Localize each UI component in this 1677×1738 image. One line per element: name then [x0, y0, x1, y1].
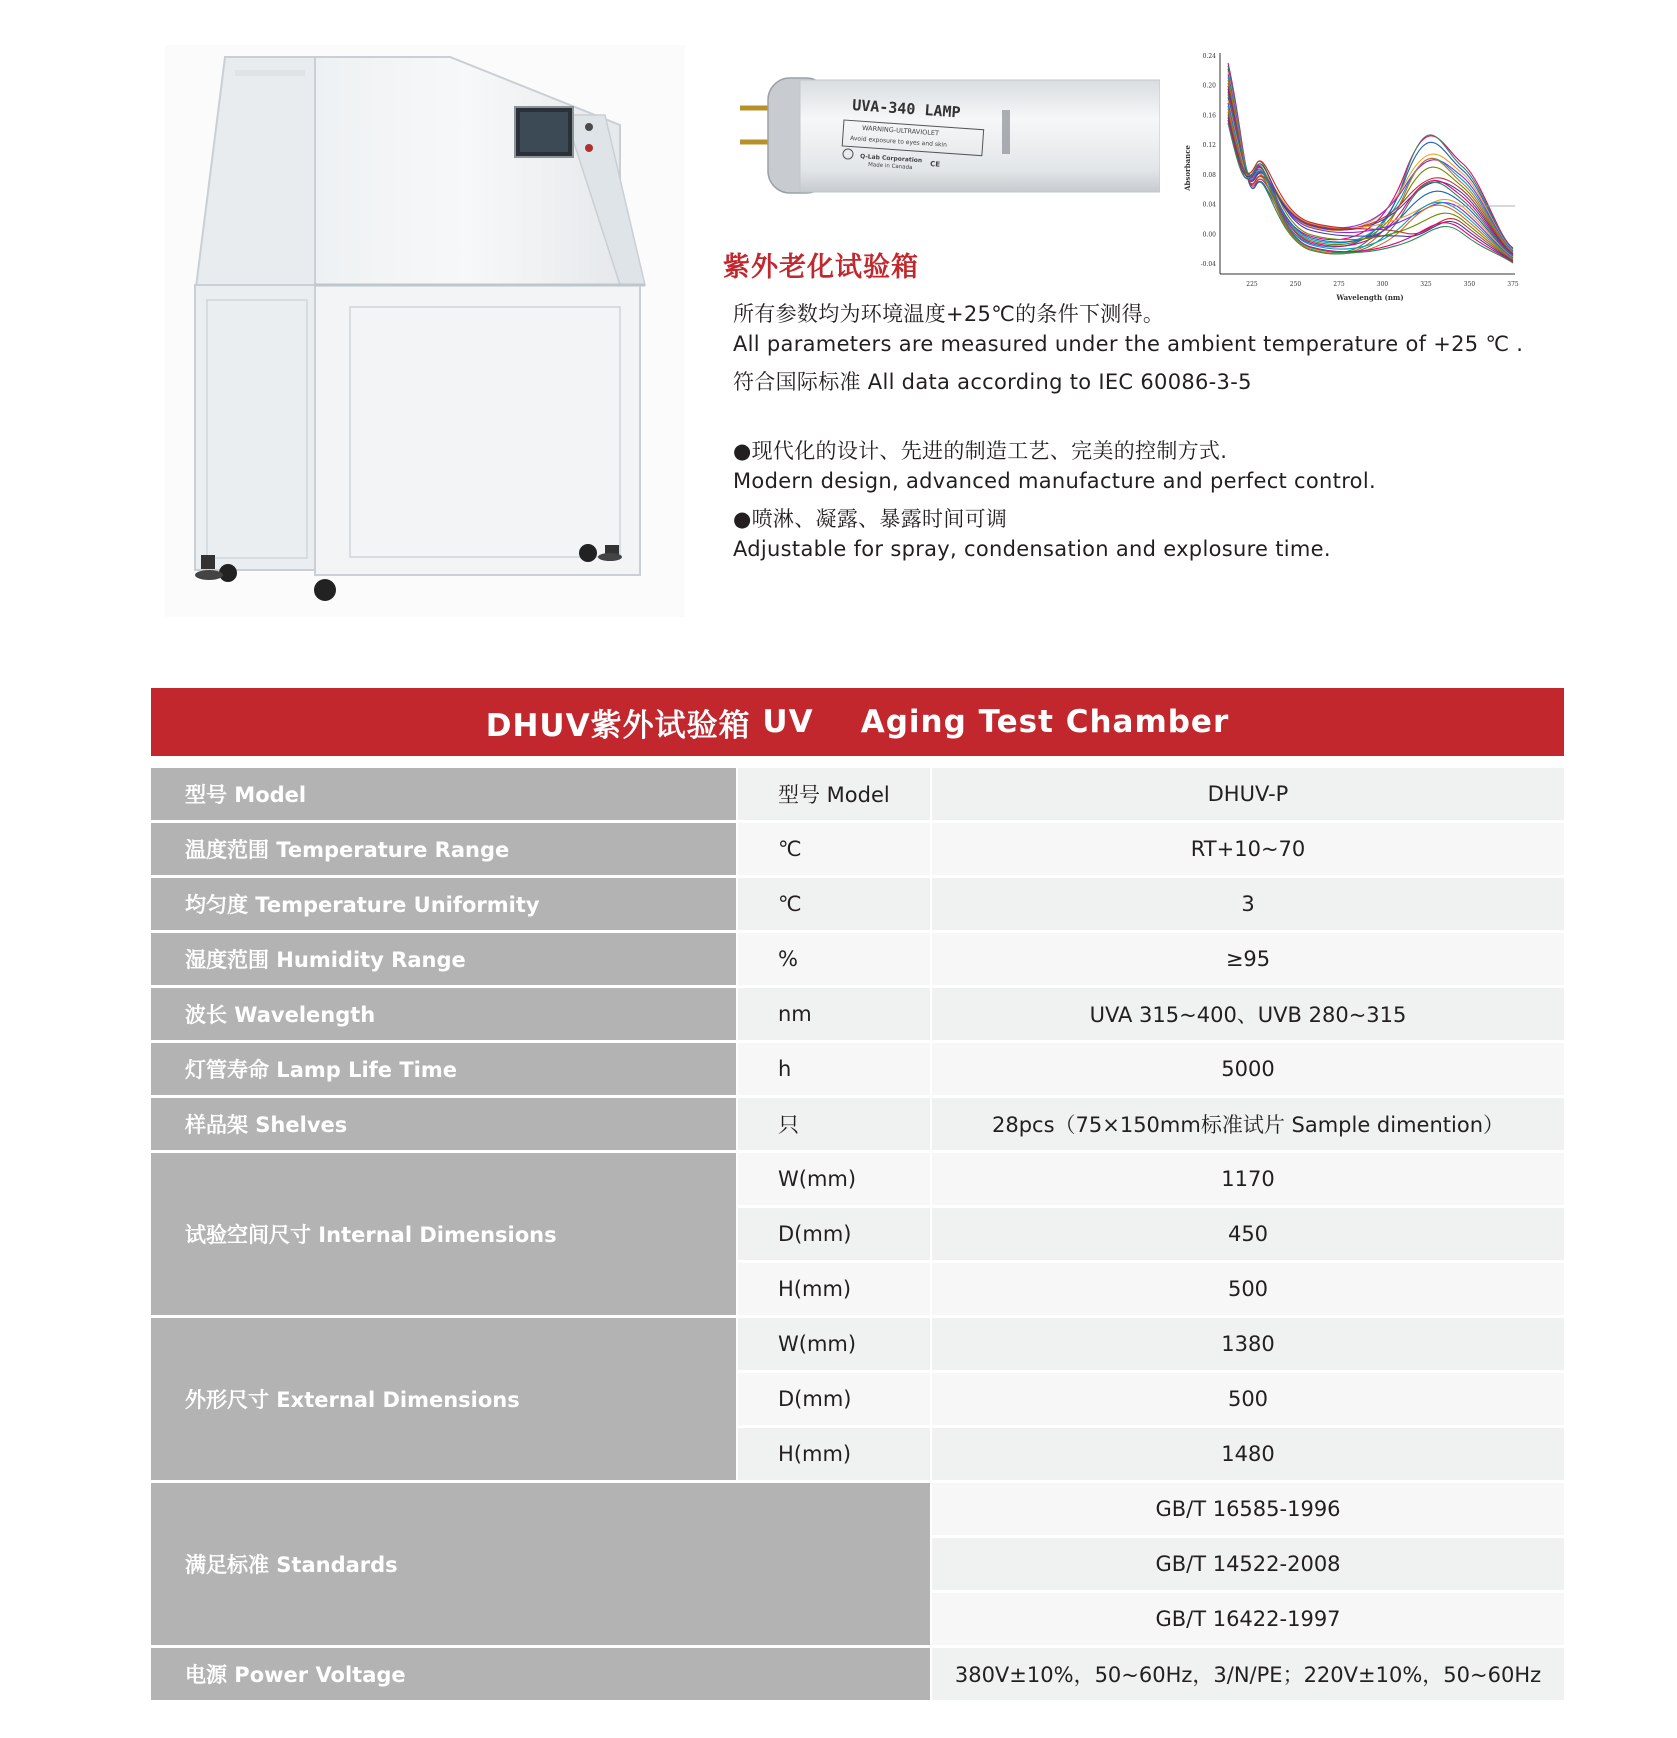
intro-line-3: 符合国际标准 All data according to IEC 60086-3-5	[733, 370, 1252, 394]
row-value-wavelength: UVA 315~400、UVB 280~315	[932, 988, 1564, 1040]
spectrum-curve	[1228, 86, 1513, 254]
row-unit-humidity-range: %	[738, 933, 930, 985]
lamp-warning-text: WARNING-ULTRAVIOLET	[861, 124, 940, 138]
intro-line-7: Adjustable for spray, condensation and explosure time.	[733, 537, 1331, 561]
spectrum-curve	[1228, 80, 1513, 254]
intro-line-1: 所有参数均为环境温度+25℃的条件下测得。	[733, 302, 1165, 326]
spectrum-y-tick: 0.04	[1202, 201, 1216, 209]
internal-unit-depth: D(mm)	[738, 1208, 930, 1260]
internal-value-height: 500	[932, 1263, 1564, 1315]
standard-value-1: GB/T 16585-1996	[932, 1483, 1564, 1535]
internal-unit-width: W(mm)	[738, 1153, 930, 1205]
absorbance-spectrum-chart	[1180, 48, 1520, 308]
spectrum-y-tick: 0.24	[1202, 53, 1216, 60]
spectrum-x-tick: 225	[1246, 281, 1258, 288]
spectrum-y-tick: 0.08	[1202, 171, 1216, 179]
spectrum-x-tick: 275	[1333, 281, 1345, 288]
row-label-standards: 满足标准 Standards	[151, 1483, 930, 1645]
row-label-temperature-range: 温度范围 Temperature Range	[151, 823, 736, 875]
row-label-wavelength: 波长 Wavelength	[151, 988, 736, 1040]
external-value-height: 1480	[932, 1428, 1564, 1480]
row-label-external-dimensions: 外形尺寸 External Dimensions	[151, 1318, 736, 1480]
ce-mark: CE	[929, 160, 941, 169]
internal-value-depth: 450	[932, 1208, 1564, 1260]
row-value-humidity-range: ≥95	[932, 933, 1564, 985]
row-unit-wavelength: nm	[738, 988, 930, 1040]
standard-value-2: GB/T 14522-2008	[932, 1538, 1564, 1590]
spectrum-y-tick: 0.20	[1202, 82, 1216, 90]
row-label-model: 型号 Model	[151, 768, 736, 820]
spectrum-x-tick: 300	[1376, 281, 1389, 288]
external-unit-height: H(mm)	[738, 1428, 930, 1480]
lamp-caution-text: Avoid exposure to eyes and skin	[849, 135, 948, 149]
spectrum-x-tick: 325	[1420, 281, 1432, 288]
row-label-internal-dimensions: 试验空间尺寸 Internal Dimensions	[151, 1153, 736, 1315]
spec-table-header	[151, 688, 1564, 756]
spectrum-y-tick: 0.00	[1202, 231, 1216, 239]
lamp-origin-text: Made in Canada	[867, 162, 913, 172]
lamp-model-text: UVA-340 LAMP	[851, 96, 962, 122]
spectrum-x-tick: 350	[1463, 281, 1476, 288]
spectrum-curve	[1228, 74, 1513, 250]
row-value-shelves: 28pcs（75×150mm标准试片 Sample dimention）	[932, 1098, 1564, 1150]
row-value-lamp-life: 5000	[932, 1043, 1564, 1095]
intro-line-5: Modern design, advanced manufacture and perfect control.	[733, 469, 1376, 493]
spectrum-curves	[1228, 63, 1513, 263]
row-label-humidity-range: 湿度范围 Humidity Range	[151, 933, 736, 985]
intro-line-4: ●现代化的设计、先进的制造工艺、完美的控制方式.	[733, 439, 1228, 463]
row-value-power-voltage: 380V±10%，50~60Hz，3/N/PE；220V±10%，50~60Hz	[932, 1648, 1564, 1700]
uva-340-lamp-image	[740, 70, 1160, 200]
intro-line-6: ●喷淋、凝露、暴露时间可调	[733, 507, 1008, 531]
spectrum-y-tick: -0.04	[1200, 261, 1216, 268]
row-value-model: DHUV-P	[932, 768, 1564, 820]
spectrum-x-tick: 250	[1289, 281, 1302, 288]
intro-line-2: All parameters are measured under the ambient temperature of +25 ℃ .	[733, 332, 1524, 356]
standard-value-3: GB/T 16422-1997	[932, 1593, 1564, 1645]
row-label-power-voltage: 电源 Power Voltage	[151, 1648, 930, 1700]
row-unit-model: 型号 Model	[738, 768, 930, 820]
external-value-width: 1380	[932, 1318, 1564, 1370]
spectrum-y-label: Absorbance	[1183, 145, 1192, 191]
row-value-temperature-uniformity: 3	[932, 878, 1564, 930]
lamp-maker-text: Q-Lab Corporation	[859, 153, 923, 165]
row-label-temperature-uniformity: 均匀度 Temperature Uniformity	[151, 878, 736, 930]
spectrum-x-tick: 375	[1507, 281, 1519, 288]
product-title-cn: 紫外老化试验箱	[723, 252, 919, 283]
uv-chamber-photo	[165, 45, 685, 617]
external-unit-depth: D(mm)	[738, 1373, 930, 1425]
row-label-lamp-life: 灯管寿命 Lamp Life Time	[151, 1043, 736, 1095]
spectrum-y-tick: 0.12	[1202, 142, 1216, 150]
external-unit-width: W(mm)	[738, 1318, 930, 1370]
internal-unit-height: H(mm)	[738, 1263, 930, 1315]
spec-table-title-cn: DHUV紫外试验箱	[485, 707, 751, 744]
spec-table-title-en: UV Aging Test Chamber	[762, 704, 1230, 740]
row-unit-lamp-life: h	[738, 1043, 930, 1095]
row-unit-temperature-range: ℃	[738, 823, 930, 875]
spectrum-x-label: Wavelength (nm)	[1336, 293, 1404, 302]
row-value-temperature-range: RT+10~70	[932, 823, 1564, 875]
spectrum-y-tick: 0.16	[1202, 112, 1216, 120]
internal-value-width: 1170	[932, 1153, 1564, 1205]
row-unit-shelves: 只	[738, 1098, 930, 1150]
external-value-depth: 500	[932, 1373, 1564, 1425]
row-label-shelves: 样品架 Shelves	[151, 1098, 736, 1150]
row-unit-temperature-uniformity: ℃	[738, 878, 930, 930]
